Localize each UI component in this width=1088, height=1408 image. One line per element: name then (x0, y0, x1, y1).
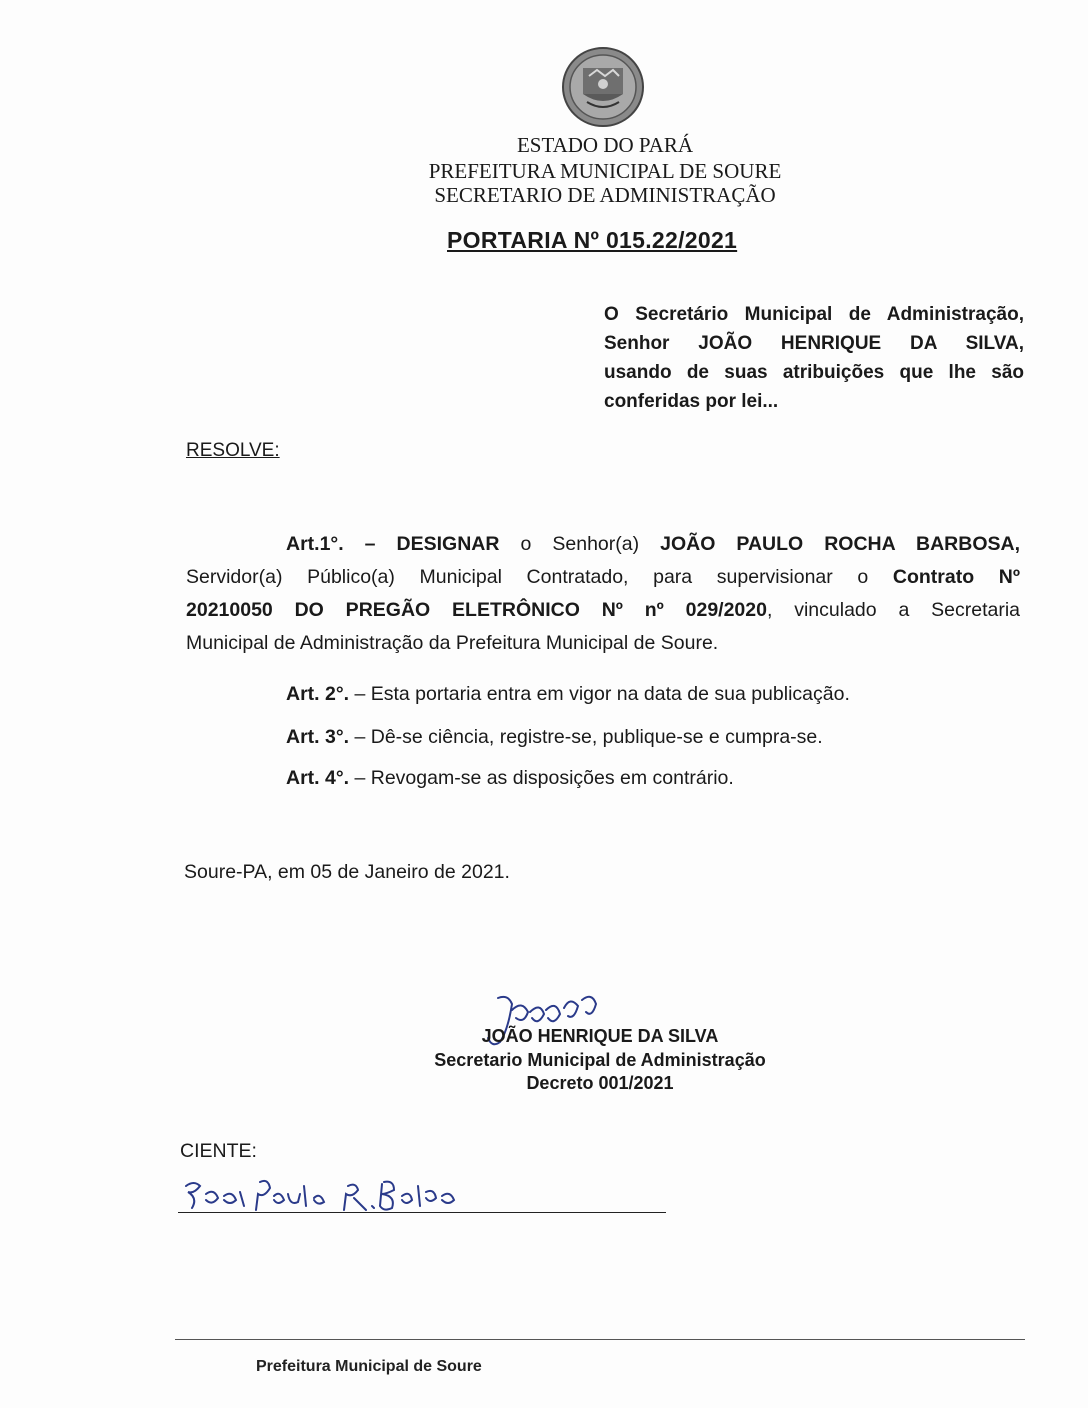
designated-name: JOÃO PAULO ROCHA BARBOSA, (660, 533, 1021, 555)
preamble-line: O Secretário Municipal de Administração, (604, 304, 1024, 325)
preamble-line: usando de suas atribuições que lhe são (604, 362, 1024, 383)
signatory-name: JOÃO HENRIQUE DA SILVA (481, 1026, 719, 1046)
date-line: Soure-PA, em 05 de Janeiro de 2021. (184, 861, 510, 883)
article-1-line (186, 561, 1020, 594)
ciente-signature-line (178, 1212, 666, 1213)
preamble (604, 300, 1024, 416)
article-3 (286, 726, 823, 749)
resolve-heading: RESOLVE: (186, 440, 280, 461)
article-label: Art.1°. – (286, 533, 376, 555)
article-text: – Revogam-se as disposições em contrário. (349, 767, 734, 789)
article-text: – Dê-se ciência, registre-se, publique-se e cumpra-se. (349, 726, 823, 748)
article-1 (186, 528, 1020, 660)
header-state: ESTADO DO PARÁ (516, 133, 694, 157)
municipal-seal-icon (561, 46, 645, 128)
document-title: PORTARIA Nº 015.22/2021 (447, 227, 738, 253)
article-1-line (186, 594, 1020, 627)
footer-divider (175, 1339, 1025, 1340)
article-1-line: Municipal de Administração da Prefeitura Municipal de Soure. (186, 632, 719, 654)
article-text: o Senhor(a) (499, 533, 661, 555)
contract-number: 20210050 DO PREGÃO ELETRÔNICO Nº nº 029/2020 (186, 599, 767, 621)
preamble-line: conferidas por lei... (604, 391, 779, 412)
article-text: Servidor(a) Público(a) Municipal Contratado, para supervisionar o (186, 566, 893, 588)
preamble-line: Senhor JOÃO HENRIQUE DA SILVA, (604, 333, 1024, 354)
header-prefecture: PREFEITURA MUNICIPAL DE SOURE (428, 159, 782, 183)
header-secretary: SECRETARIO DE ADMINISTRAÇÃO (434, 183, 776, 207)
article-4 (286, 767, 734, 790)
ciente-label: CIENTE: (180, 1140, 257, 1162)
signatory-role: Secretario Municipal de Administração (434, 1050, 766, 1070)
article-2 (286, 683, 850, 706)
signatory-decree: Decreto 001/2021 (526, 1073, 674, 1093)
article-text: , vinculado a Secretaria (766, 599, 1021, 621)
article-1-line (186, 528, 1020, 561)
article-verb: DESIGNAR (396, 533, 500, 555)
contract-ref: Contrato Nº (892, 566, 1020, 588)
footer-text: Prefeitura Municipal de Soure (256, 1358, 482, 1375)
article-label: Art. 4°. (286, 767, 350, 789)
article-label: Art. 3°. (286, 726, 350, 748)
article-text: – Esta portaria entra em vigor na data de sua publicação. (349, 683, 850, 705)
article-label: Art. 2°. (286, 683, 350, 705)
